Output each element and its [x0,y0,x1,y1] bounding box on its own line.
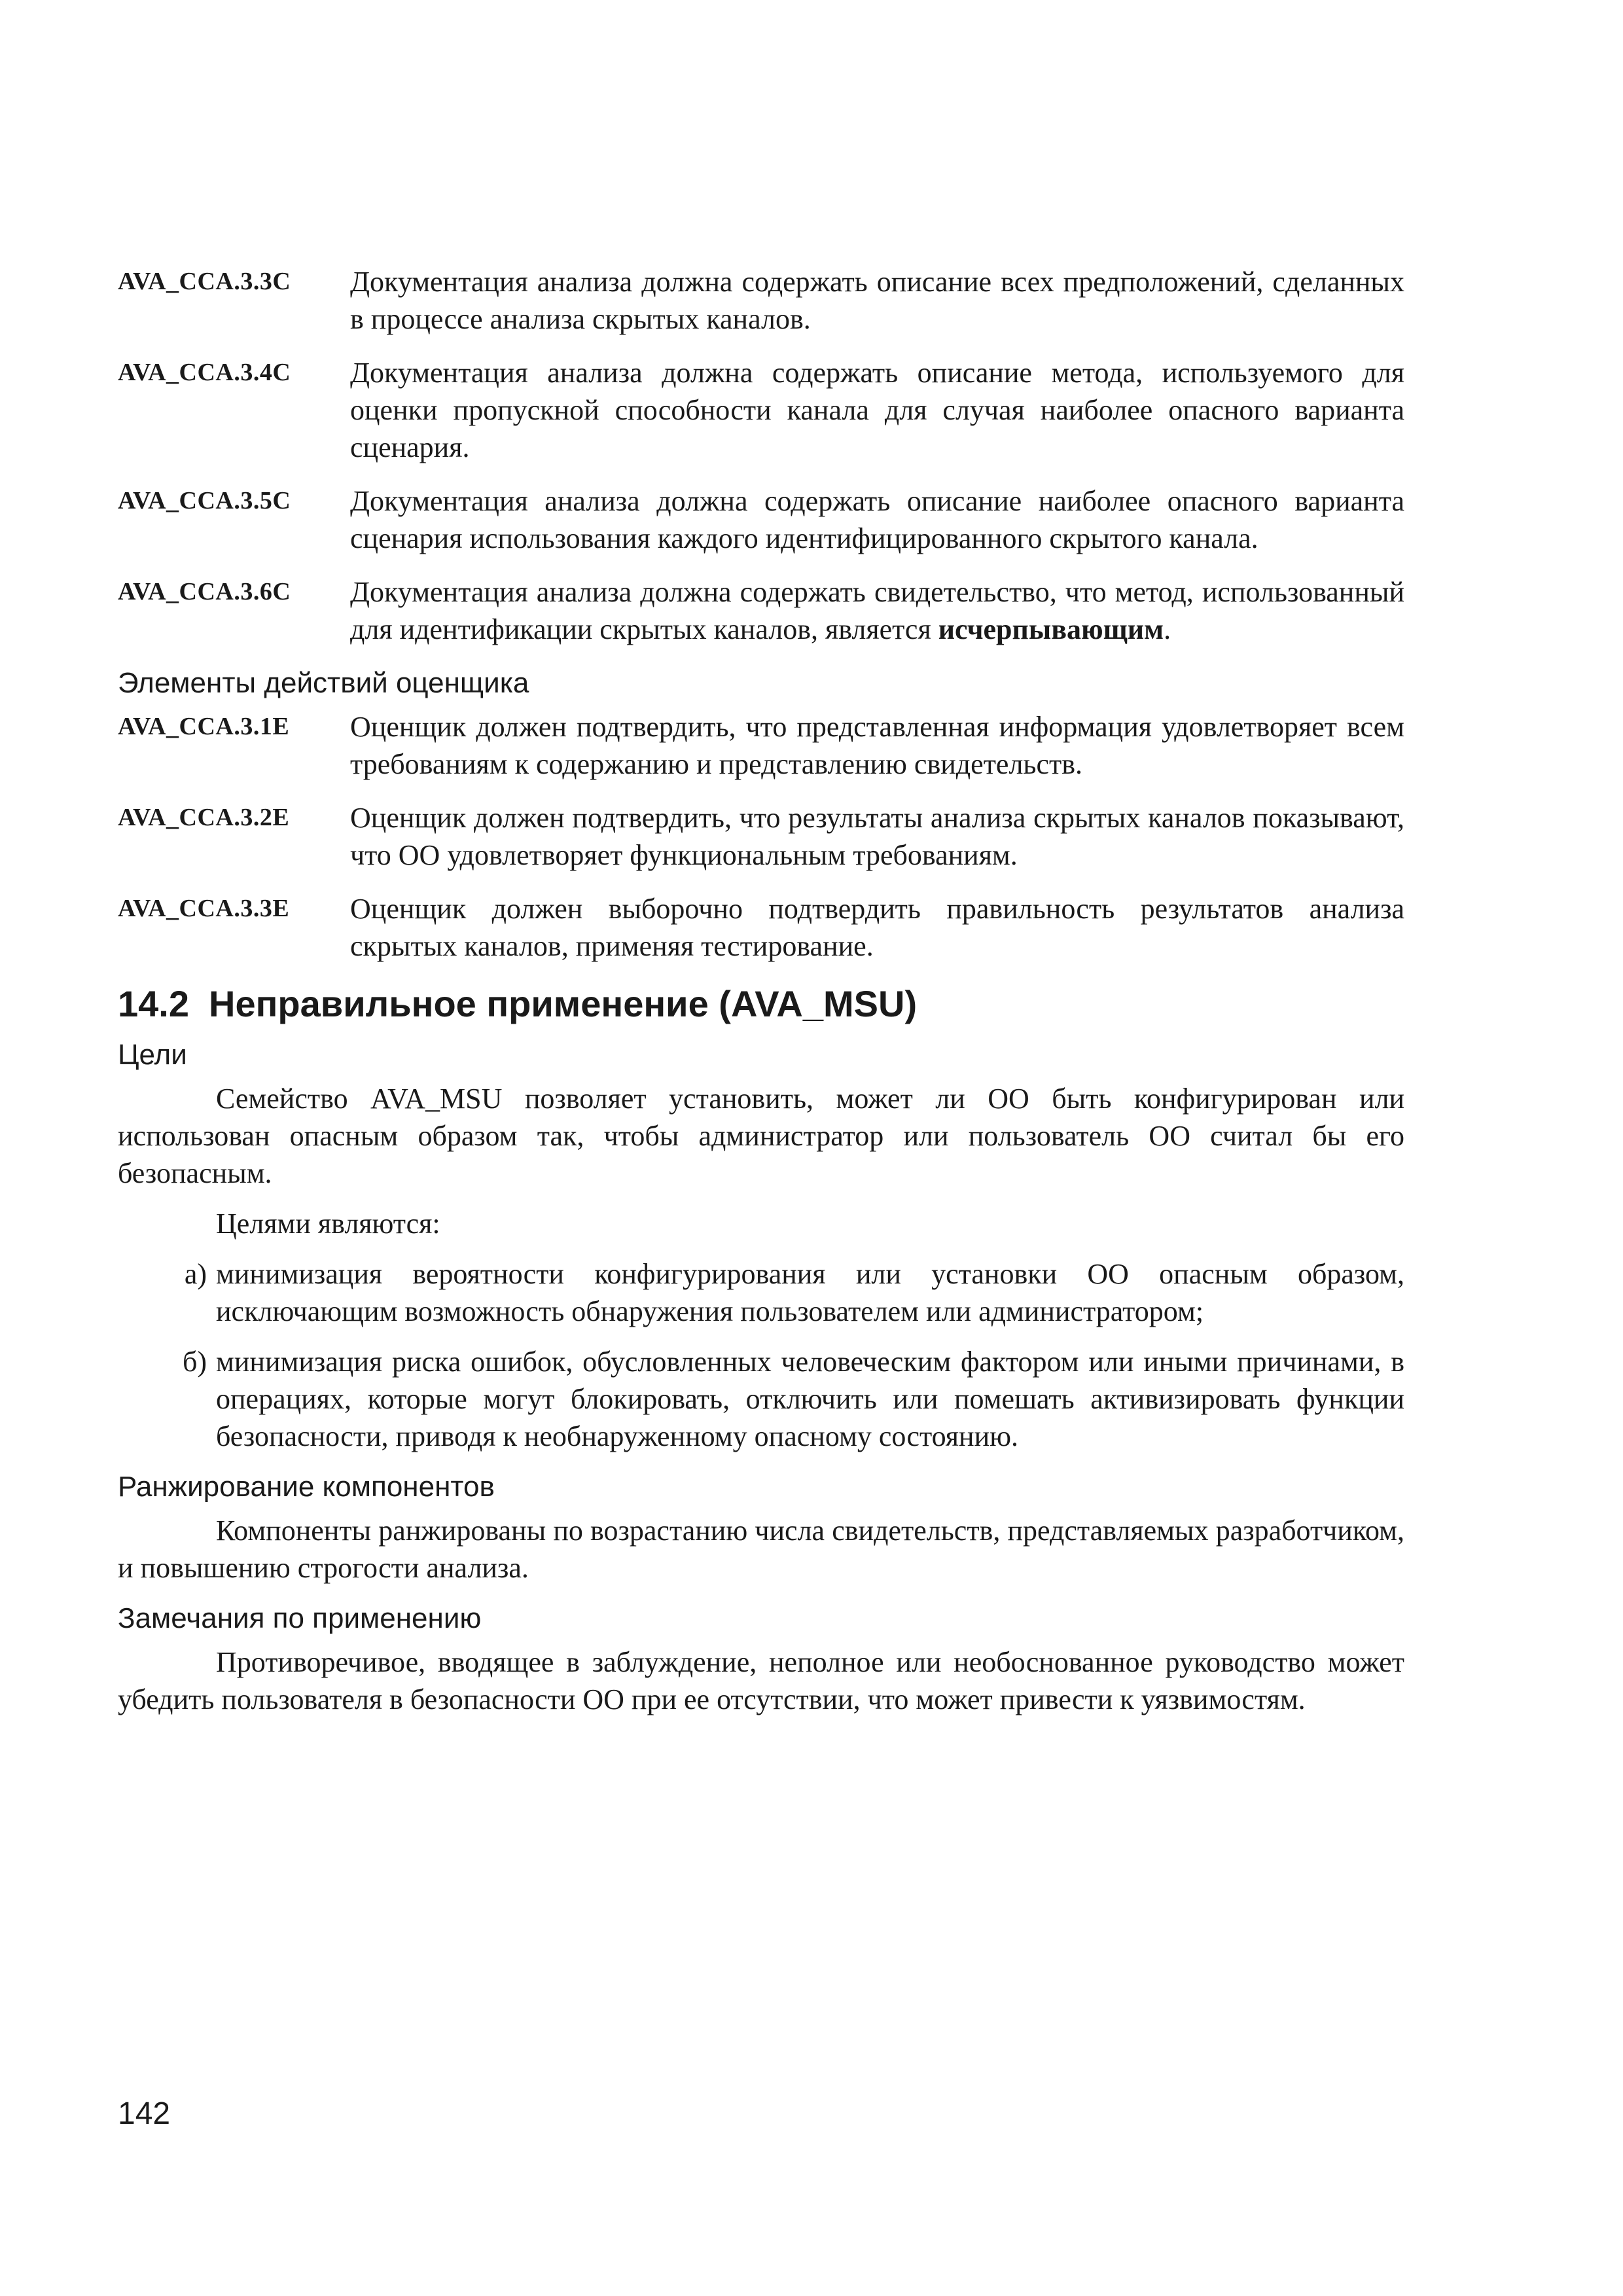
ranking-heading: Ранжирование компонентов [118,1471,495,1503]
list-item [118,1255,1404,1330]
goals-paragraph: Семейство AVA_MSU позволяет установить, может ли ОО быть конфигурирован или использован опасным образом так, чтобы администратор или пользователь ОО считал бы его безопасным. [118,1083,1404,1189]
requirement-row [118,573,1404,648]
goals-heading: Цели [118,1039,187,1071]
ranking-paragraph: Компоненты ранжированы по возрастанию числа свидетельств, представляемых разработчиком, и повышению строгости анализа. [118,1515,1404,1584]
requirement-text: Оценщик должен подтвердить, что результаты анализа скрытых каналов показывают, что ОО удовлетворяет функциональным требованиям. [350,802,1404,871]
section-title-text: Неправильное применение (AVA_MSU) [209,983,918,1024]
requirement-text: Документация анализа должна содержать описание наиболее опасного варианта сценария использования каждого идентифицированного скрытого канала. [350,485,1404,554]
requirement-code: AVA_CCA.3.6C [118,578,291,605]
requirement-row [118,482,1404,557]
requirement-code: AVA_CCA.3.3E [118,895,290,922]
requirement-text: Оценщик должен подтвердить, что представленная информация удовлетворяет всем требованиям к содержанию и представлению свидетельств. [350,711,1404,780]
requirement-row [118,799,1404,874]
requirement-text: Документация анализа должна содержать описание всех предположений, сделанных в процессе анализа скрытых каналов. [350,266,1404,335]
notes-heading: Замечания по применению [118,1602,482,1634]
requirement-text: Документация анализа должна содержать описание метода, используемого для оценки пропускной способности канала для случая наиболее опасного варианта сценария. [350,357,1404,463]
requirement-text-start: Документация анализа должна содержать свидетельство, что метод, использованный для идентификации скрытых каналов, является [350,576,1404,645]
requirement-code: AVA_CCA.3.4C [118,359,291,386]
list-text: минимизация вероятности конфигурирования или установки ОО опасным образом, исключающим возможность обнаружения пользователем или администратором; [216,1258,1404,1327]
list-marker: а) [184,1258,207,1290]
requirement-code: AVA_CCA.3.3C [118,268,291,295]
requirement-code: AVA_CCA.3.2E [118,804,290,831]
requirement-text-bold: исчерпывающим [938,613,1164,645]
requirement-code: AVA_CCA.3.1E [118,713,290,740]
goals-intro: Целями являются: [216,1208,440,1240]
page-content [118,263,1404,1731]
section-number: 14.2 [118,983,189,1024]
requirement-text-end: . [1164,613,1171,645]
evaluator-actions-heading: Элементы действий оценщика [118,667,529,699]
requirement-row [118,890,1404,965]
list-text: минимизация риска ошибок, обусловленных человеческим фактором или иными причинами, в операциях, которые могут блокировать, отключить или помешать активизировать функции безопасности, приводя к необнаруженному опасному состоянию. [216,1346,1404,1452]
requirement-row [118,354,1404,466]
notes-paragraph: Противоречивое, вводящее в заблуждение, неполное или необоснованное руководство может убедить пользователя в безопасности ОО при ее отсутствии, что может привести к уязвимостям. [118,1646,1404,1715]
requirement-code: AVA_CCA.3.5C [118,487,291,514]
list-marker: б) [182,1346,207,1378]
requirement-text: Оценщик должен выборочно подтвердить правильность результатов анализа скрытых каналов, применяя тестирование. [350,893,1404,962]
requirement-text [350,573,1404,648]
list-item [118,1343,1404,1455]
requirement-row [118,708,1404,783]
requirement-row [118,263,1404,338]
section-title [118,981,1404,1027]
page-number: 142 [118,2096,171,2131]
